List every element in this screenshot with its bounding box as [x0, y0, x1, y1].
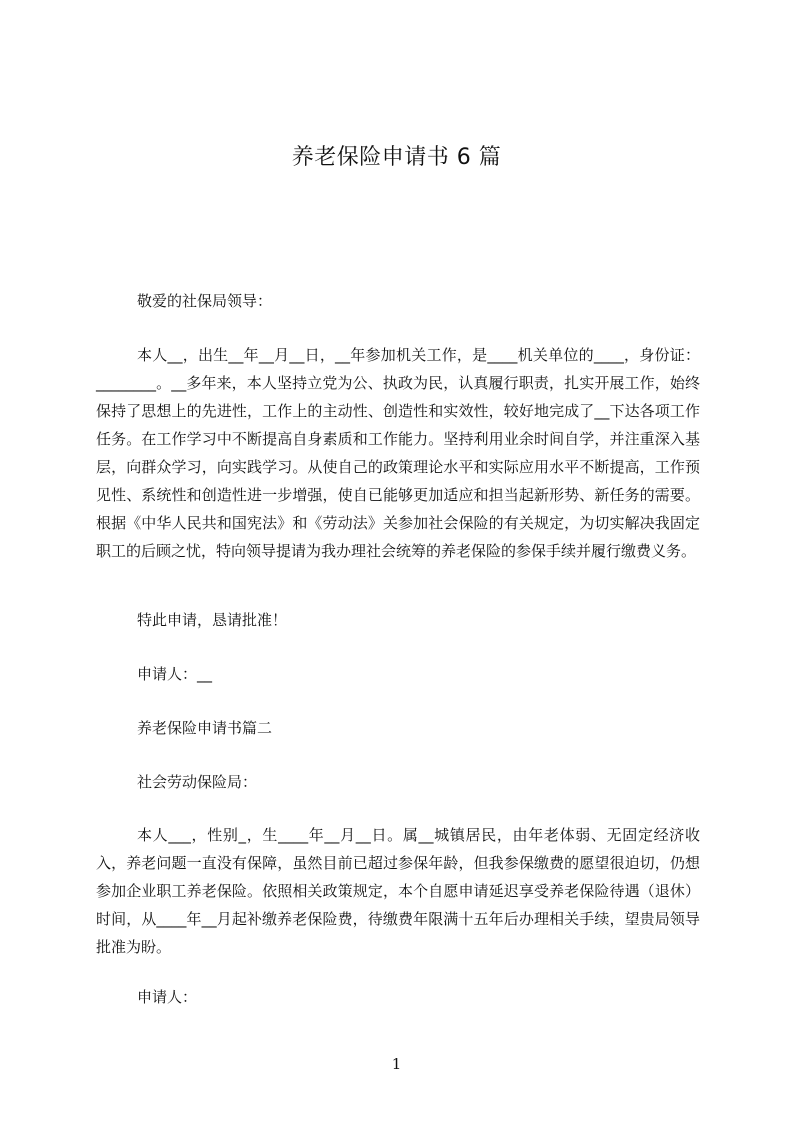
document-title: 养老保险申请书 6 篇 [291, 145, 502, 170]
applicant-1: 申请人：__ [137, 665, 213, 683]
body-paragraph-2: 本人___，性别_，生____年__月__日。属__城镇居民，由年老体弱、无固定经济收入，养老问题一直没有保障，虽然目前已超过参保年龄，但我参保缴费的愿望很迫切，仍想参加企业职工养老保险。依照相关政策规定，本个自愿申请延迟享受养老保险待遇（退休）时间，从____年__月起补缴养老保险费，待缴费年限满十五年后办理相关手续，望贵局领导批准为盼。 [96, 826, 700, 956]
closing-1: 特此申请，恳请批准！ [137, 611, 288, 629]
body-paragraph-1: 本人__，出生__年__月__日，__年参加机关工作，是____机关单位的____，身份证：________。__多年来，本人坚持立党为公、执政为民，认真履行职责，扎实开展工作，始终保持了思想上的先进性，工作上的主动性、创造性和实效性，较好地完成了__下达各项工作任务。在工作学习中不断提高自身素质和工作能力。坚持利用业余时间自学，并注重深入基层，向群众学习，向实践学习。从使自己的政策理论水平和实际应用水平不断提高，工作预见性、系统性和创造性进一步增强，使自已能够更加适应和担当起新形势、新任务的需要。根据《中华人民共和国宪法》和《劳动法》关参加社会保险的有关规定，为切实解决我固定职工的后顾之忧，特向领导提请为我办理社会统筹的养老保险的参保手续并履行缴费义务。 [96, 346, 700, 560]
salutation-1: 敬爱的社保局领导： [137, 292, 273, 310]
applicant-2: 申请人： [137, 988, 198, 1006]
salutation-2: 社会劳动保险局： [137, 773, 258, 791]
page-number: 1 [391, 1055, 402, 1073]
section-2-title: 养老保险申请书篇二 [137, 719, 273, 737]
